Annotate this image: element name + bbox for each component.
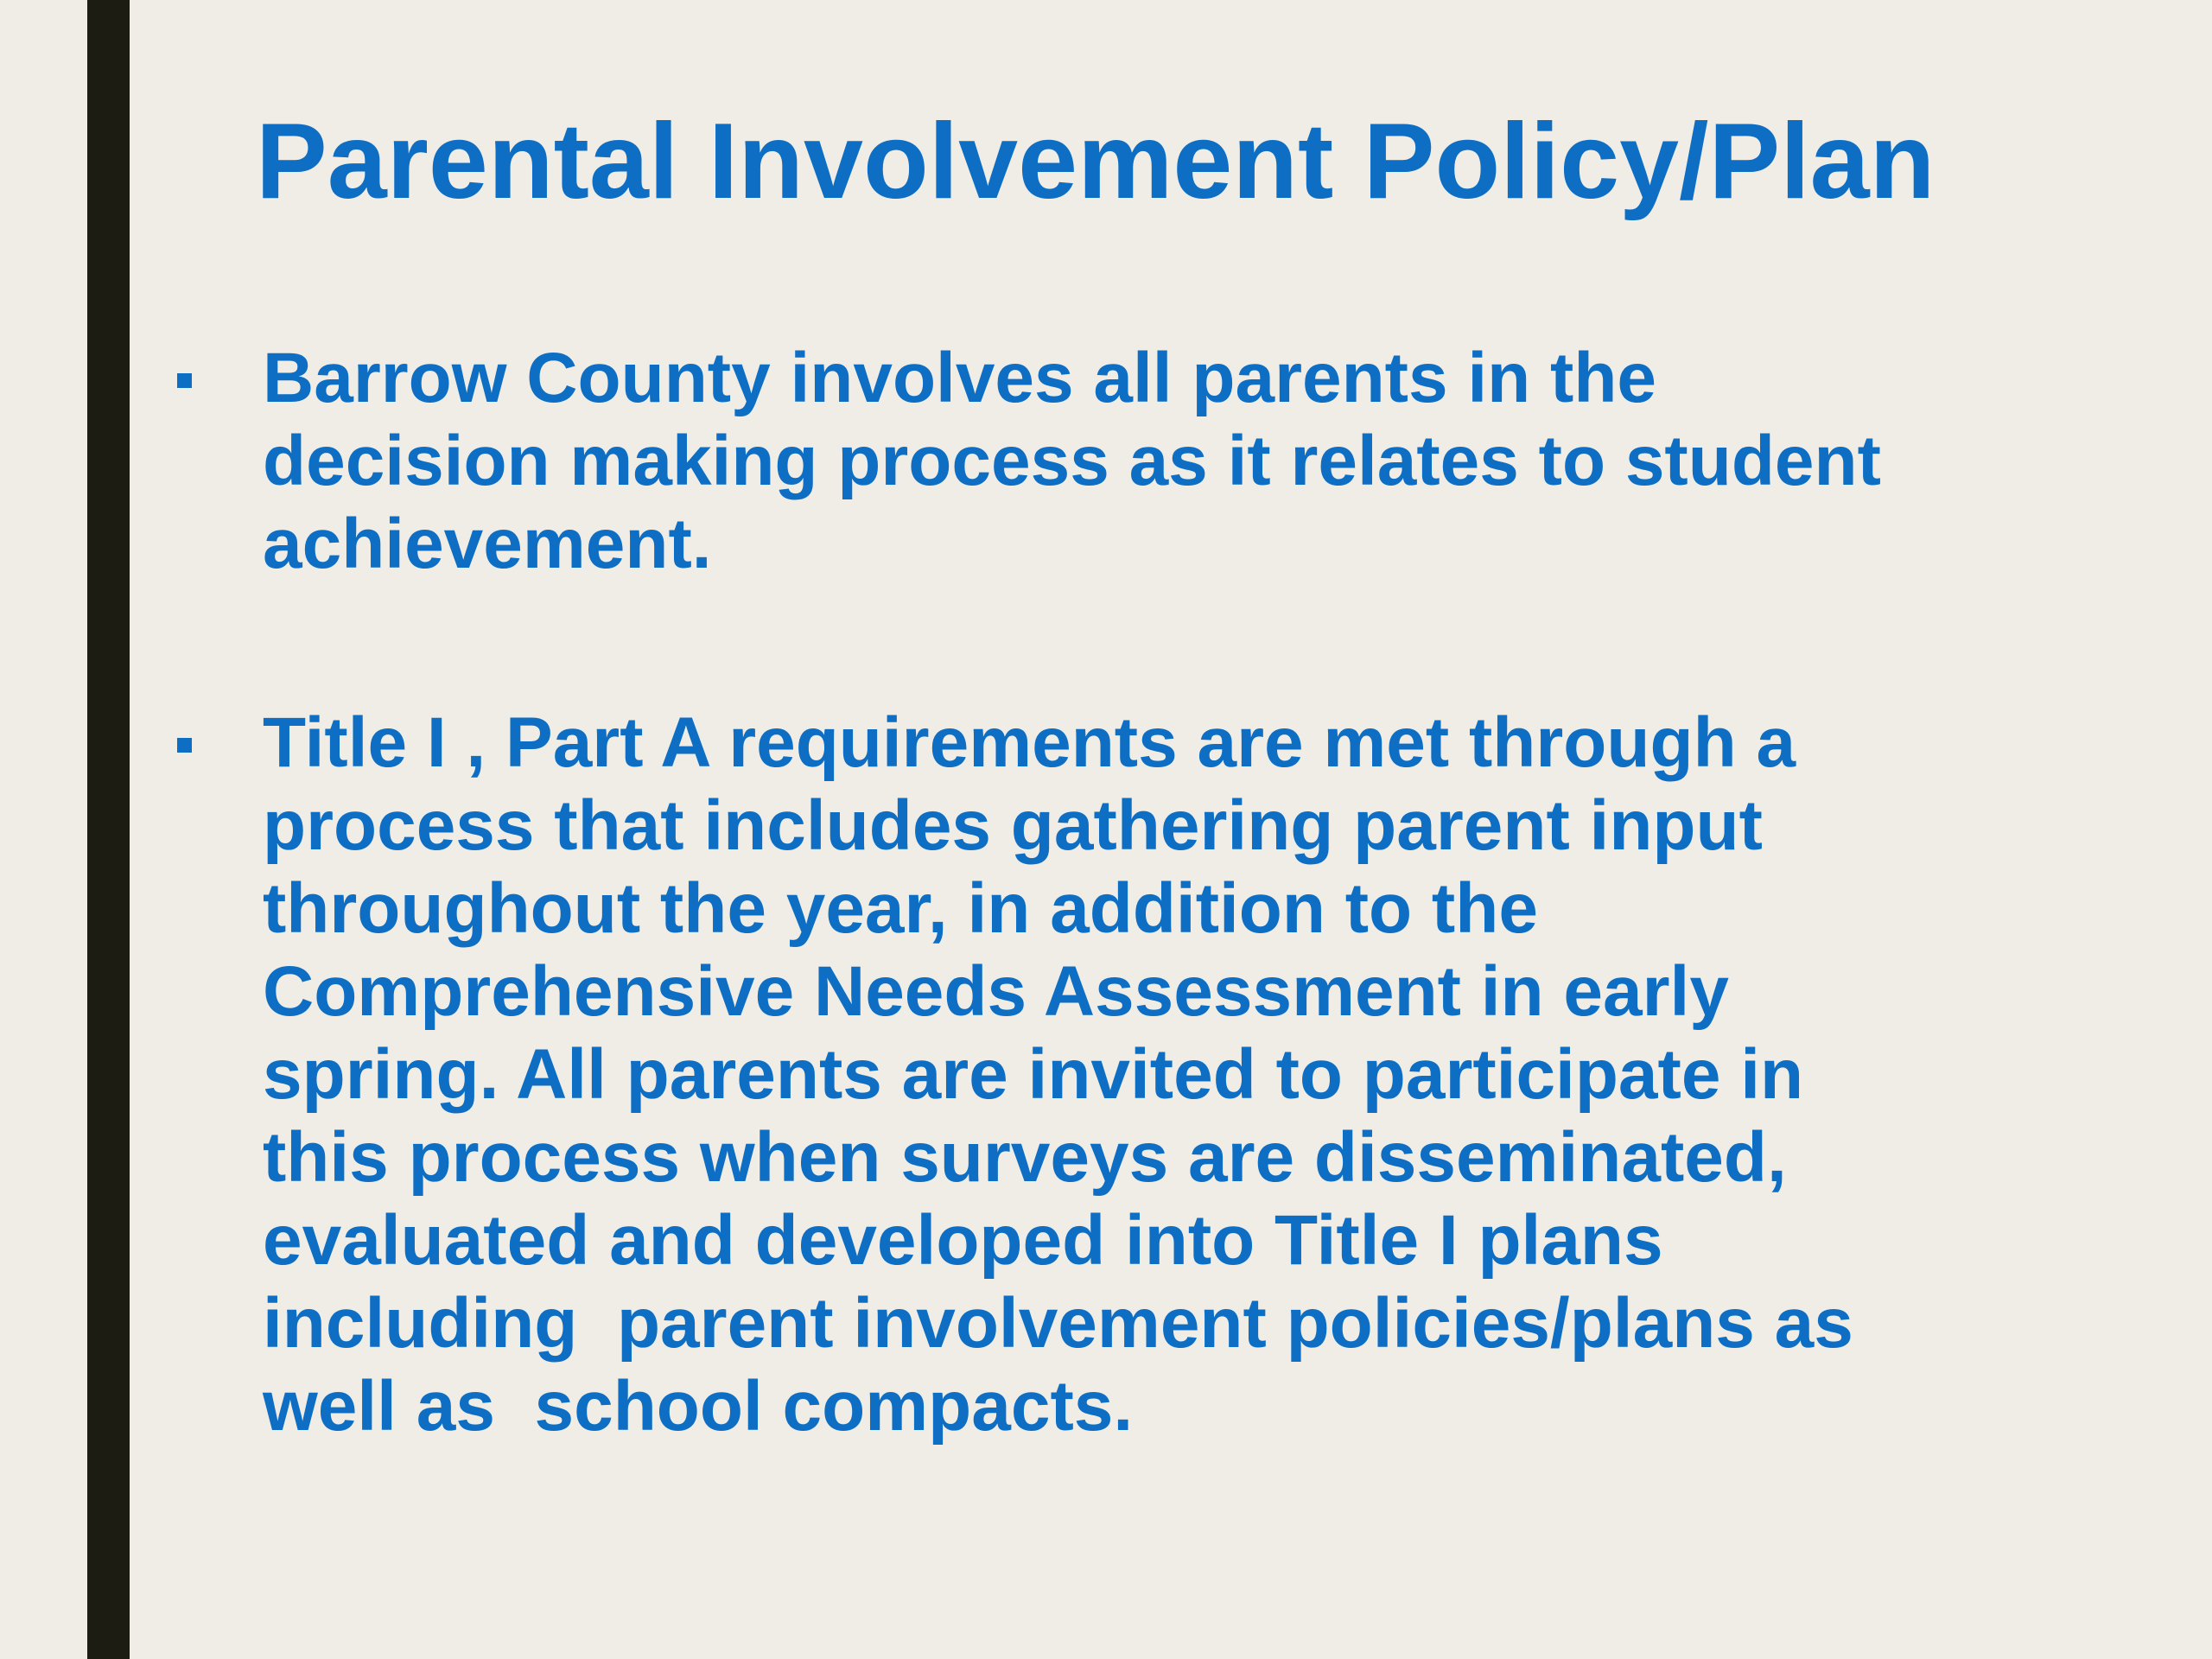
bullet-line: Title I , Part A requirements are met through a [263,703,1796,782]
left-accent-bar [87,0,130,1659]
bullet-line: this process when surveys are disseminated, [263,1118,1787,1197]
bullet-line: throughout the year, in addition to the [263,869,1538,948]
slide-title: Parental Involvement Policy/Plan [256,102,1936,221]
bullet-line: including parent involvement policies/plans as [263,1284,1853,1363]
bullet-line: decision making process as it relates to student [263,422,1881,500]
bullet-line: well as school compacts. [263,1367,1134,1446]
bullet-line: achievement. [263,505,712,583]
square-bullet-icon [177,373,192,388]
bullet-line: process that includes gathering parent input [263,786,1763,865]
square-bullet-icon [177,738,192,753]
bullet-line: evaluated and developed into Title I plans [263,1201,1663,1280]
bullet-line: Barrow County involves all parents in the [263,339,1657,417]
bullet-text [263,702,1853,1448]
bullet-line: spring. All parents are invited to participate in [263,1035,1804,1114]
bullet-text [263,337,1881,586]
bullet-line: Comprehensive Needs Assessment in early [263,952,1729,1031]
